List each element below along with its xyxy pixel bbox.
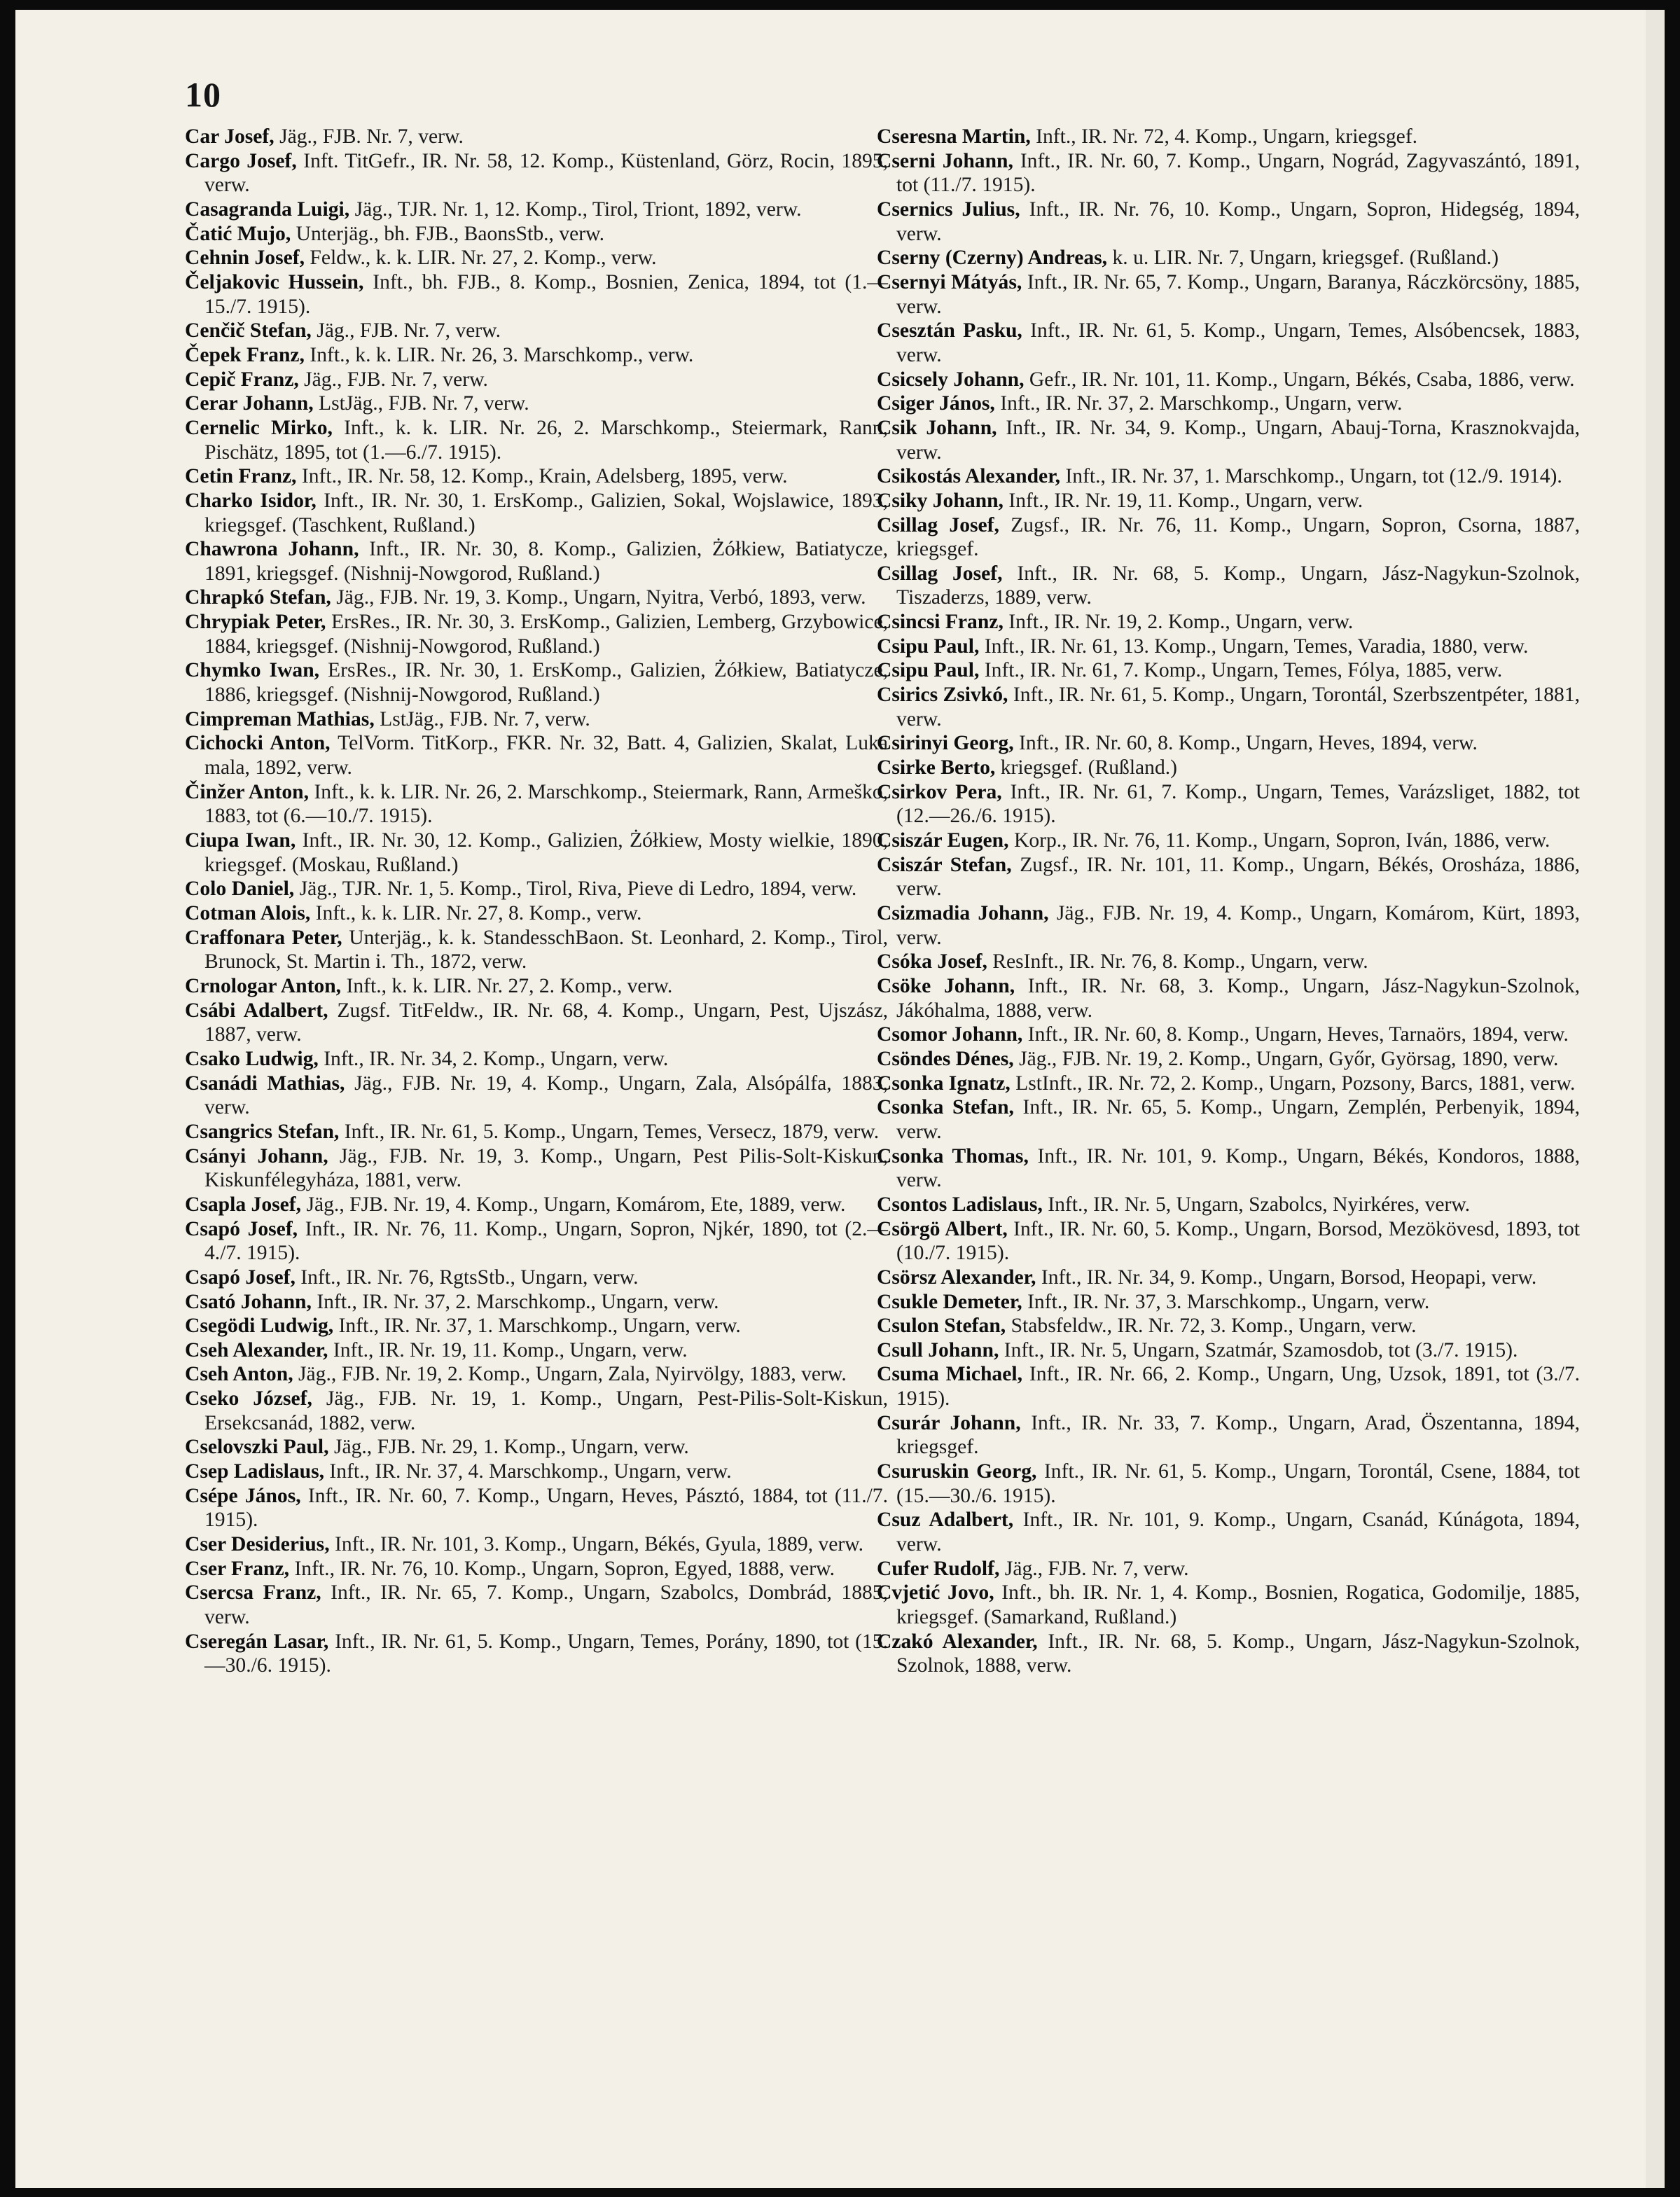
- entry-name: Csörgö Albert,: [877, 1217, 1008, 1240]
- entry-details: Inft., IR. Nr. 5, Ungarn, Szabolcs, Nyirkéres, verw.: [1048, 1193, 1471, 1216]
- entry-name: Car Josef,: [185, 125, 275, 148]
- entry-name: Cufer Rudolf,: [877, 1557, 1000, 1580]
- list-item: [185, 1120, 888, 1144]
- entry-name: Craffonara Peter,: [185, 926, 342, 949]
- entry-name: Csuma Michael,: [877, 1363, 1022, 1386]
- list-item: [185, 270, 888, 319]
- list-item: [877, 1338, 1580, 1363]
- list-item: [185, 901, 888, 926]
- entry-name: Cerar Johann,: [185, 392, 314, 415]
- entry-details: Inft., IR. Nr. 37, 2. Marschkomp., Ungarn, verw.: [1000, 392, 1403, 415]
- list-item: [877, 756, 1580, 780]
- entry-name: Czakó Alexander,: [877, 1630, 1038, 1653]
- entry-name: Csirkov Pera,: [877, 780, 1002, 803]
- list-item: [877, 950, 1580, 974]
- list-item: [185, 1630, 888, 1678]
- entry-name: Csangrics Stefan,: [185, 1120, 340, 1143]
- entry-details: Inft., IR. Nr. 76, 11. Komp., Ungarn, Sopron, Njkér, 1890, tot (2.—4./7. 1915).: [204, 1217, 888, 1265]
- list-item: [185, 1047, 888, 1072]
- entry-name: Chymko Iwan,: [185, 659, 320, 682]
- entry-name: Csanádi Mathias,: [185, 1072, 345, 1095]
- entry-name: Csercsa Franz,: [185, 1581, 321, 1605]
- list-item: [877, 489, 1580, 513]
- entry-name: Csull Johann,: [877, 1338, 999, 1361]
- entry-details: LstInft., IR. Nr. 72, 2. Komp., Ungarn, Pozsony, Barcs, 1881, verw.: [1015, 1072, 1576, 1095]
- list-item: [185, 1362, 888, 1387]
- entry-details: Jäg., FJB. Nr. 29, 1. Komp., Ungarn, verw.: [333, 1436, 689, 1459]
- entry-details: Jäg., FJB. Nr. 19, 4. Komp., Ungarn, Zala, Alsópálfa, 1883, verw.: [204, 1072, 888, 1119]
- entry-details: Inft., IR. Nr. 61, 5. Komp., Ungarn, Torontál, Csene, 1884, tot (15.—30./6. 1915).: [896, 1460, 1580, 1507]
- list-item: [877, 562, 1580, 610]
- list-item: [877, 635, 1580, 659]
- list-item: [185, 1193, 888, 1217]
- entry-details: ErsRes., IR. Nr. 30, 1. ErsKomp., Galizien, Żółkiew, Batiatycze, 1886, kriegsgef. (Nishnij-Nowgorod, Rußland.): [204, 659, 888, 707]
- list-item: [877, 464, 1580, 489]
- entry-name: Čepek Franz,: [185, 343, 305, 366]
- entry-name: Csirics Zsivkó,: [877, 684, 1008, 707]
- entry-details: k. u. LIR. Nr. 7, Ungarn, kriegsgef. (Rußland.): [1112, 247, 1499, 270]
- entry-details: Inft., k. k. LIR. Nr. 26, 2. Marschkomp., Steiermark, Rann, Armeško, 1883, tot (6.—10./7. 1915).: [204, 780, 888, 828]
- list-item: [185, 246, 888, 270]
- entry-details: Jäg., FJB. Nr. 19, 2. Komp., Ungarn, Győr, Györsag, 1890, verw.: [1019, 1047, 1559, 1070]
- list-item: [877, 1411, 1580, 1460]
- entry-name: Cseh Anton,: [185, 1363, 293, 1386]
- entry-name: Csuz Adalbert,: [877, 1509, 1014, 1532]
- entry-details: Inft., k. k. LIR. Nr. 27, 8. Komp., verw.: [315, 902, 642, 924]
- entry-name: Ciupa Iwan,: [185, 829, 296, 852]
- entry-details: Inft., IR. Nr. 66, 2. Komp., Ungarn, Ung, Uzsok, 1891, tot (3./7. 1915).: [896, 1363, 1581, 1411]
- entry-details: Inft., IR. Nr. 68, 5. Komp., Ungarn, Jász-Nagykun-Szolnok, Szolnok, 1888, verw.: [896, 1630, 1580, 1677]
- list-item: [877, 368, 1580, 392]
- list-item: [877, 1290, 1580, 1315]
- entry-name: Csikostás Alexander,: [877, 465, 1061, 488]
- entry-name: Cserny (Czerny) Andreas,: [877, 247, 1108, 270]
- list-item: [185, 197, 888, 222]
- entry-name: Csapla Josef,: [185, 1193, 302, 1216]
- entry-details: Inft., IR. Nr. 68, 5. Komp., Ungarn, Jász-Nagykun-Szolnok, Tiszaderzs, 1889, verw.: [896, 562, 1580, 609]
- right-column: [877, 125, 1580, 1678]
- entry-name: Cepič Franz,: [185, 368, 299, 391]
- entry-details: Gefr., IR. Nr. 101, 11. Komp., Ungarn, Békés, Csaba, 1886, verw.: [1029, 368, 1575, 391]
- entry-name: Csillag Josef,: [877, 513, 999, 536]
- entry-details: Inft., IR. Nr. 68, 3. Komp., Ungarn, Jász-Nagykun-Szolnok, Jákóhalma, 1888, verw.: [896, 974, 1581, 1022]
- entry-details: Jäg., TJR. Nr. 1, 12. Komp., Tirol, Triont, 1892, verw.: [354, 197, 802, 221]
- entry-name: Csonka Stefan,: [877, 1096, 1014, 1119]
- entry-name: Chrapkó Stefan,: [185, 586, 331, 609]
- list-item: [185, 780, 888, 829]
- list-item: [185, 391, 888, 416]
- entry-name: Cseko József,: [185, 1387, 312, 1411]
- page-number: 10: [185, 75, 221, 114]
- entry-name: Csicsely Johann,: [877, 368, 1025, 391]
- entry-name: Csesztán Pasku,: [877, 319, 1022, 342]
- list-item: [877, 829, 1580, 853]
- entry-name: Csapó Josef,: [185, 1217, 298, 1240]
- entry-name: Charko Isidor,: [185, 489, 317, 512]
- entry-details: Inft., IR. Nr. 30, 12. Komp., Galizien, Żółkiew, Mosty wielkie, 1890, kriegsgef. (Moskau, Rußland.): [204, 829, 889, 876]
- list-item: [877, 270, 1580, 319]
- list-item: [877, 391, 1580, 416]
- entry-details: ErsRes., IR. Nr. 30, 3. ErsKomp., Galizien, Lemberg, Grzybowice, 1884, kriegsgef. (Nishnij-Nowgorod, Rußland.): [204, 611, 888, 658]
- entry-details: Inft., IR. Nr. 30, 8. Komp., Galizien, Żółkiew, Batiatycze, 1891, kriegsgef. (Nishnij-Nowgorod, Rußland.): [204, 538, 888, 585]
- list-item: [877, 1557, 1580, 1581]
- entry-name: Csöke Johann,: [877, 974, 1015, 997]
- entry-name: Csuruskin Georg,: [877, 1460, 1037, 1483]
- entry-name: Csöndes Dénes,: [877, 1047, 1014, 1070]
- list-item: [185, 877, 888, 901]
- entry-name: Csirinyi Georg,: [877, 732, 1014, 755]
- list-item: [185, 343, 888, 368]
- list-item: [185, 829, 888, 877]
- entry-name: Cehnin Josef,: [185, 247, 305, 270]
- entry-details: Jäg., FJB. Nr. 7, verw.: [1004, 1557, 1189, 1580]
- entry-details: Jäg., FJB. Nr. 7, verw.: [279, 125, 464, 148]
- entry-details: Jäg., FJB. Nr. 19, 1. Komp., Ungarn, Pest-Pilis-Solt-Kiskun, Ersekcsanád, 1882, verw.: [204, 1387, 889, 1434]
- entry-details: Inft., IR. Nr. 101, 3. Komp., Ungarn, Békés, Gyula, 1889, verw.: [335, 1533, 864, 1556]
- entry-details: Zugsf., IR. Nr. 76, 11. Komp., Ungarn, Sopron, Csorna, 1887, kriegsgef.: [896, 513, 1581, 561]
- entry-name: Cselovszki Paul,: [185, 1436, 329, 1459]
- entry-name: Cetin Franz,: [185, 465, 297, 488]
- page-edge: [1646, 10, 1665, 2188]
- entry-details: Inft., IR. Nr. 60, 5. Komp., Ungarn, Borsod, Mezökövesd, 1893, tot (10./7. 1915).: [896, 1217, 1580, 1265]
- list-item: [877, 1023, 1580, 1047]
- entry-details: Inft., IR. Nr. 65, 5. Komp., Ungarn, Zemplén, Perbenyik, 1894, verw.: [896, 1096, 1580, 1143]
- list-item: [877, 683, 1580, 731]
- list-item: [877, 319, 1580, 367]
- entry-details: Inft., IR. Nr. 30, 1. ErsKomp., Galizien, Sokal, Wojslawice, 1893, kriegsgef. (Taschkent, Rußland.): [204, 489, 889, 536]
- entry-details: Stabsfeldw., IR. Nr. 72, 3. Komp., Ungarn, verw.: [1011, 1315, 1417, 1338]
- entry-details: Jäg., FJB. Nr. 19, 4. Komp., Ungarn, Komárom, Kürt, 1893, verw.: [896, 902, 1580, 949]
- entry-name: Csonka Thomas,: [877, 1144, 1029, 1167]
- entry-details: Inft., IR. Nr. 34, 2. Komp., Ungarn, verw.: [324, 1047, 669, 1070]
- entry-details: Inft., IR. Nr. 61, 5. Komp., Ungarn, Temes, Alsóbencsek, 1883, verw.: [896, 319, 1581, 366]
- entry-name: Csukle Demeter,: [877, 1290, 1022, 1313]
- entry-details: Inft., k. k. LIR. Nr. 26, 2. Marschkomp., Steiermark, Rann, Pischätz, 1895, tot (1.—6./7. 1915).: [204, 416, 888, 464]
- entry-name: Csóka Josef,: [877, 950, 987, 973]
- entry-details: Inft., IR. Nr. 58, 12. Komp., Krain, Adelsberg, 1895, verw.: [301, 465, 788, 488]
- list-item: [185, 658, 888, 707]
- list-item: [185, 464, 888, 489]
- entry-details: Inft., IR. Nr. 65, 7. Komp., Ungarn, Szabolcs, Dombrád, 1885, verw.: [204, 1581, 888, 1629]
- list-item: [877, 149, 1580, 197]
- list-item: [877, 1047, 1580, 1072]
- list-item: [185, 1581, 888, 1629]
- entry-details: Inft., IR. Nr. 101, 9. Komp., Ungarn, Békés, Kondoros, 1888, verw.: [896, 1144, 1581, 1192]
- list-item: [877, 1362, 1580, 1411]
- entry-name: Csörsz Alexander,: [877, 1266, 1036, 1289]
- list-item: [185, 416, 888, 464]
- entry-details: Inft., IR. Nr. 60, 7. Komp., Ungarn, Nográd, Zagyvaszántó, 1891, tot (11./7. 1915).: [896, 149, 1580, 197]
- list-item: [877, 901, 1580, 950]
- entry-details: Inft., k. k. LIR. Nr. 26, 3. Marschkomp., verw.: [310, 343, 694, 366]
- list-item: [185, 1290, 888, 1315]
- entry-details: Inft., IR. Nr. 37, 1. Marschkomp., Ungarn, verw.: [338, 1315, 741, 1338]
- list-item: [185, 999, 888, 1047]
- list-item: [185, 731, 888, 779]
- list-item: [185, 974, 888, 999]
- entry-name: Csernics Julius,: [877, 197, 1020, 221]
- entry-name: Čatić Mujo,: [185, 222, 291, 245]
- entry-details: LstJäg., FJB. Nr. 7, verw.: [380, 707, 590, 730]
- entry-details: Inft., IR. Nr. 34, 9. Komp., Ungarn, Borsod, Heopapi, verw.: [1041, 1266, 1537, 1289]
- entry-details: Inft., IR. Nr. 61, 7. Komp., Ungarn, Temes, Varázsliget, 1882, tot (12.—26./6. 1915).: [896, 780, 1580, 828]
- entry-details: Inft., IR. Nr. 61, 13. Komp., Ungarn, Temes, Varadia, 1880, verw.: [984, 635, 1529, 658]
- entry-details: Unterjäg., k. k. StandesschBaon. St. Leonhard, 2. Komp., Tirol, Brunock, St. Martin i. Th., 1872, verw.: [204, 926, 888, 973]
- list-item: [185, 368, 888, 392]
- list-item: [185, 1435, 888, 1460]
- list-item: [185, 149, 888, 197]
- entry-name: Cargo Josef,: [185, 149, 297, 172]
- entry-details: Jäg., FJB. Nr. 19, 4. Komp., Ungarn, Komárom, Ete, 1889, verw.: [306, 1193, 846, 1216]
- entry-details: Inft., IR. Nr. 61, 7. Komp., Ungarn, Temes, Fólya, 1885, verw.: [984, 659, 1503, 682]
- entry-details: Inft., bh. FJB., 8. Komp., Bosnien, Zenica, 1894, tot (1.—15./7. 1915).: [204, 270, 888, 318]
- list-item: [185, 1072, 888, 1120]
- list-item: [185, 125, 888, 149]
- entry-name: Csincsi Franz,: [877, 611, 1004, 634]
- entry-name: Cernelic Mirko,: [185, 416, 333, 439]
- entry-details: Inft., IR. Nr. 61, 5. Komp., Ungarn, Torontál, Szerbszentpéter, 1881, verw.: [896, 684, 1581, 730]
- list-item: [185, 1266, 888, 1290]
- list-item: [185, 610, 888, 658]
- entry-name: Csomor Johann,: [877, 1023, 1023, 1046]
- entry-details: Inft., IR. Nr. 65, 7. Komp., Ungarn, Baranya, Ráczkörcsöny, 1885, verw.: [896, 270, 1580, 318]
- entry-name: Casagranda Luigi,: [185, 197, 350, 221]
- entry-details: Feldw., k. k. LIR. Nr. 27, 2. Komp., verw.: [310, 247, 657, 270]
- entry-name: Chawrona Johann,: [185, 538, 359, 561]
- entry-name: Csiszár Eugen,: [877, 829, 1009, 852]
- entry-name: Csipu Paul,: [877, 659, 980, 682]
- list-item: [877, 1460, 1580, 1508]
- entry-details: Inft., bh. IR. Nr. 1, 4. Komp., Bosnien, Rogatica, Godomilje, 1885, kriegsgef. (Samarkand, Rußland.): [896, 1581, 1580, 1629]
- entry-name: Čeljakovic Hussein,: [185, 270, 364, 293]
- entry-details: Inft., IR. Nr. 60, 8. Komp., Ungarn, Heves, Tarnaörs, 1894, verw.: [1027, 1023, 1569, 1046]
- entry-details: ResInft., IR. Nr. 76, 8. Komp., Ungarn, verw.: [992, 950, 1368, 973]
- entry-name: Csirke Berto,: [877, 756, 996, 779]
- entry-name: Csernyi Mátyás,: [877, 270, 1022, 293]
- entry-details: Inft., IR. Nr. 19, 2. Komp., Ungarn, verw.: [1008, 611, 1354, 634]
- entry-details: Inft., IR. Nr. 76, 10. Komp., Ungarn, Sopron, Egyed, 1888, verw.: [294, 1557, 835, 1580]
- entry-details: Inft., IR. Nr. 37, 3. Marschkomp., Ungarn, verw.: [1027, 1290, 1430, 1313]
- entry-name: Cseh Alexander,: [185, 1338, 328, 1361]
- entry-name: Csillag Josef,: [877, 562, 1003, 585]
- entry-details: Inft., IR. Nr. 60, 8. Komp., Ungarn, Heves, 1894, verw.: [1019, 732, 1478, 755]
- list-item: [877, 1581, 1580, 1629]
- entry-name: Chrypiak Peter,: [185, 611, 326, 634]
- entry-details: Inft., IR. Nr. 19, 11. Komp., Ungarn, verw.: [1008, 489, 1363, 512]
- list-item: [877, 1508, 1580, 1556]
- list-item: [185, 585, 888, 610]
- entry-name: Csiszár Stefan,: [877, 853, 1012, 876]
- entry-name: Csulon Stefan,: [877, 1315, 1006, 1338]
- entry-name: Činžer Anton,: [185, 780, 310, 803]
- list-item: [877, 1193, 1580, 1217]
- entry-name: Csányi Johann,: [185, 1144, 328, 1167]
- list-item: [185, 1314, 888, 1338]
- entry-details: Jäg., FJB. Nr. 7, verw.: [317, 319, 501, 342]
- list-item: [185, 1338, 888, 1363]
- entry-details: Inft., IR. Nr. 37, 1. Marschkomp., Ungarn, tot (12./9. 1914).: [1065, 465, 1562, 488]
- entry-details: kriegsgef. (Rußland.): [1000, 756, 1178, 779]
- entry-details: Inft., IR. Nr. 37, 2. Marschkomp., Ungarn, verw.: [317, 1290, 719, 1313]
- entry-name: Cserni Johann,: [877, 149, 1013, 172]
- list-item: [877, 1144, 1580, 1193]
- entry-name: Colo Daniel,: [185, 878, 295, 901]
- entry-name: Cimpreman Mathias,: [185, 707, 375, 730]
- entry-details: Jäg., TJR. Nr. 1, 5. Komp., Tirol, Riva, Pieve di Ledro, 1894, verw.: [299, 878, 857, 901]
- list-item: [877, 513, 1580, 562]
- entry-name: Csiky Johann,: [877, 489, 1004, 512]
- entry-name: Cichocki Anton,: [185, 732, 331, 755]
- list-item: [877, 125, 1580, 149]
- list-item: [877, 1630, 1580, 1678]
- entry-name: Cser Desiderius,: [185, 1533, 330, 1556]
- list-item: [877, 1072, 1580, 1096]
- list-item: [877, 974, 1580, 1023]
- list-item: [877, 853, 1580, 901]
- entry-details: LstJäg., FJB. Nr. 7, verw.: [319, 392, 529, 415]
- list-item: [185, 1387, 888, 1435]
- list-item: [185, 1484, 888, 1532]
- entry-name: Csapó Josef,: [185, 1266, 296, 1289]
- entry-details: Inft. TitGefr., IR. Nr. 58, 12. Komp., Küstenland, Görz, Rocin, 1895, verw.: [204, 149, 888, 197]
- entry-name: Cser Franz,: [185, 1557, 290, 1580]
- list-item: [185, 1144, 888, 1193]
- entry-details: Inft., IR. Nr. 61, 5. Komp., Ungarn, Temes, Versecz, 1879, verw.: [344, 1120, 880, 1143]
- list-item: [877, 610, 1580, 635]
- page: [15, 10, 1658, 2188]
- entry-details: Zugsf. TitFeldw., IR. Nr. 68, 4. Komp., Ungarn, Pest, Ujszász, 1887, verw.: [204, 999, 888, 1046]
- entry-details: Inft., IR. Nr. 33, 7. Komp., Ungarn, Arad, Öszentanna, 1894, kriegsgef.: [896, 1411, 1580, 1459]
- entry-name: Cotman Alois,: [185, 902, 311, 924]
- entry-name: Csik Johann,: [877, 416, 997, 439]
- list-item: [877, 780, 1580, 829]
- entry-name: Csépe János,: [185, 1484, 301, 1507]
- entry-name: Csegödi Ludwig,: [185, 1315, 334, 1338]
- entry-name: Csep Ladislaus,: [185, 1460, 325, 1483]
- entry-details: Inft., IR. Nr. 76, RgtsStb., Ungarn, verw.: [300, 1266, 639, 1289]
- entry-name: Cseregán Lasar,: [185, 1630, 329, 1653]
- list-item: [877, 1266, 1580, 1290]
- entry-details: TelVorm. TitKorp., FKR. Nr. 32, Batt. 4, Galizien, Skalat, Luka mala, 1892, verw.: [204, 732, 888, 779]
- entry-details: Korp., IR. Nr. 76, 11. Komp., Ungarn, Sopron, Iván, 1886, verw.: [1013, 829, 1550, 852]
- entry-details: Inft., IR. Nr. 72, 4. Komp., Ungarn, kriegsgef.: [1036, 125, 1418, 148]
- entry-name: Csonka Ignatz,: [877, 1072, 1011, 1095]
- entry-name: Csábi Adalbert,: [185, 999, 328, 1022]
- entry-details: Jäg., FJB. Nr. 19, 3. Komp., Ungarn, Pest Pilis-Solt-Kiskun, Kiskunfélegyháza, 1881, verw.: [204, 1144, 888, 1192]
- list-item: [877, 658, 1580, 683]
- list-item: [877, 731, 1580, 756]
- entry-name: Cvjetić Jovo,: [877, 1581, 994, 1605]
- entry-details: Unterjäg., bh. FJB., BaonsStb., verw.: [296, 222, 604, 245]
- entry-details: Inft., IR. Nr. 37, 4. Marschkomp., Ungarn, verw.: [329, 1460, 732, 1483]
- list-item: [185, 222, 888, 247]
- entry-details: Inft., IR. Nr. 5, Ungarn, Szatmár, Szamosdob, tot (3./7. 1915).: [1004, 1338, 1518, 1361]
- list-item: [185, 926, 888, 974]
- list-item: [877, 1217, 1580, 1266]
- list-item: [185, 319, 888, 343]
- list-item: [185, 1217, 888, 1266]
- list-item: [877, 197, 1580, 246]
- list-item: [185, 1532, 888, 1557]
- entry-details: Inft., IR. Nr. 19, 11. Komp., Ungarn, verw.: [333, 1338, 688, 1361]
- entry-details: Inft., IR. Nr. 34, 9. Komp., Ungarn, Abauj-Torna, Krasznokvajda, verw.: [896, 416, 1580, 464]
- entry-name: Csontos Ladislaus,: [877, 1193, 1043, 1216]
- list-item: [185, 1460, 888, 1484]
- entry-name: Cenčič Stefan,: [185, 319, 312, 342]
- entry-name: Csizmadia Johann,: [877, 902, 1049, 924]
- list-item: [877, 246, 1580, 270]
- entry-name: Csató Johann,: [185, 1290, 312, 1313]
- entry-details: Inft., IR. Nr. 101, 9. Komp., Ungarn, Csanád, Kúnágota, 1894, verw.: [896, 1509, 1580, 1556]
- entry-details: Inft., IR. Nr. 76, 10. Komp., Ungarn, Sopron, Hidegség, 1894, verw.: [896, 197, 1580, 245]
- entry-name: Csako Ludwig,: [185, 1047, 319, 1070]
- entry-details: Jäg., FJB. Nr. 19, 3. Komp., Ungarn, Nyitra, Verbó, 1893, verw.: [336, 586, 866, 609]
- entry-details: Inft., IR. Nr. 60, 7. Komp., Ungarn, Heves, Pásztó, 1884, tot (11./7. 1915).: [204, 1484, 889, 1532]
- list-item: [877, 1095, 1580, 1144]
- list-item: [185, 707, 888, 732]
- entry-name: Csiger János,: [877, 392, 995, 415]
- list-item: [185, 489, 888, 537]
- list-item: [877, 1314, 1580, 1338]
- entry-name: Cseresna Martin,: [877, 125, 1031, 148]
- entry-details: Inft., k. k. LIR. Nr. 27, 2. Komp., verw.: [346, 974, 673, 997]
- entry-name: Csipu Paul,: [877, 635, 980, 658]
- entry-details: Jäg., FJB. Nr. 19, 2. Komp., Ungarn, Zala, Nyirvölgy, 1883, verw.: [298, 1363, 847, 1386]
- entry-name: Crnologar Anton,: [185, 974, 342, 997]
- entry-name: Csurár Johann,: [877, 1411, 1021, 1434]
- list-item: [185, 1557, 888, 1581]
- entry-details: Jäg., FJB. Nr. 7, verw.: [304, 368, 488, 391]
- entry-details: Inft., IR. Nr. 61, 5. Komp., Ungarn, Temes, Porány, 1890, tot (15.—30./6. 1915).: [204, 1630, 888, 1677]
- list-item: [185, 537, 888, 585]
- list-item: [877, 416, 1580, 464]
- left-column: [185, 125, 888, 1678]
- entry-details: Zugsf., IR. Nr. 101, 11. Komp., Ungarn, Békés, Orosháza, 1886, verw.: [896, 853, 1580, 901]
